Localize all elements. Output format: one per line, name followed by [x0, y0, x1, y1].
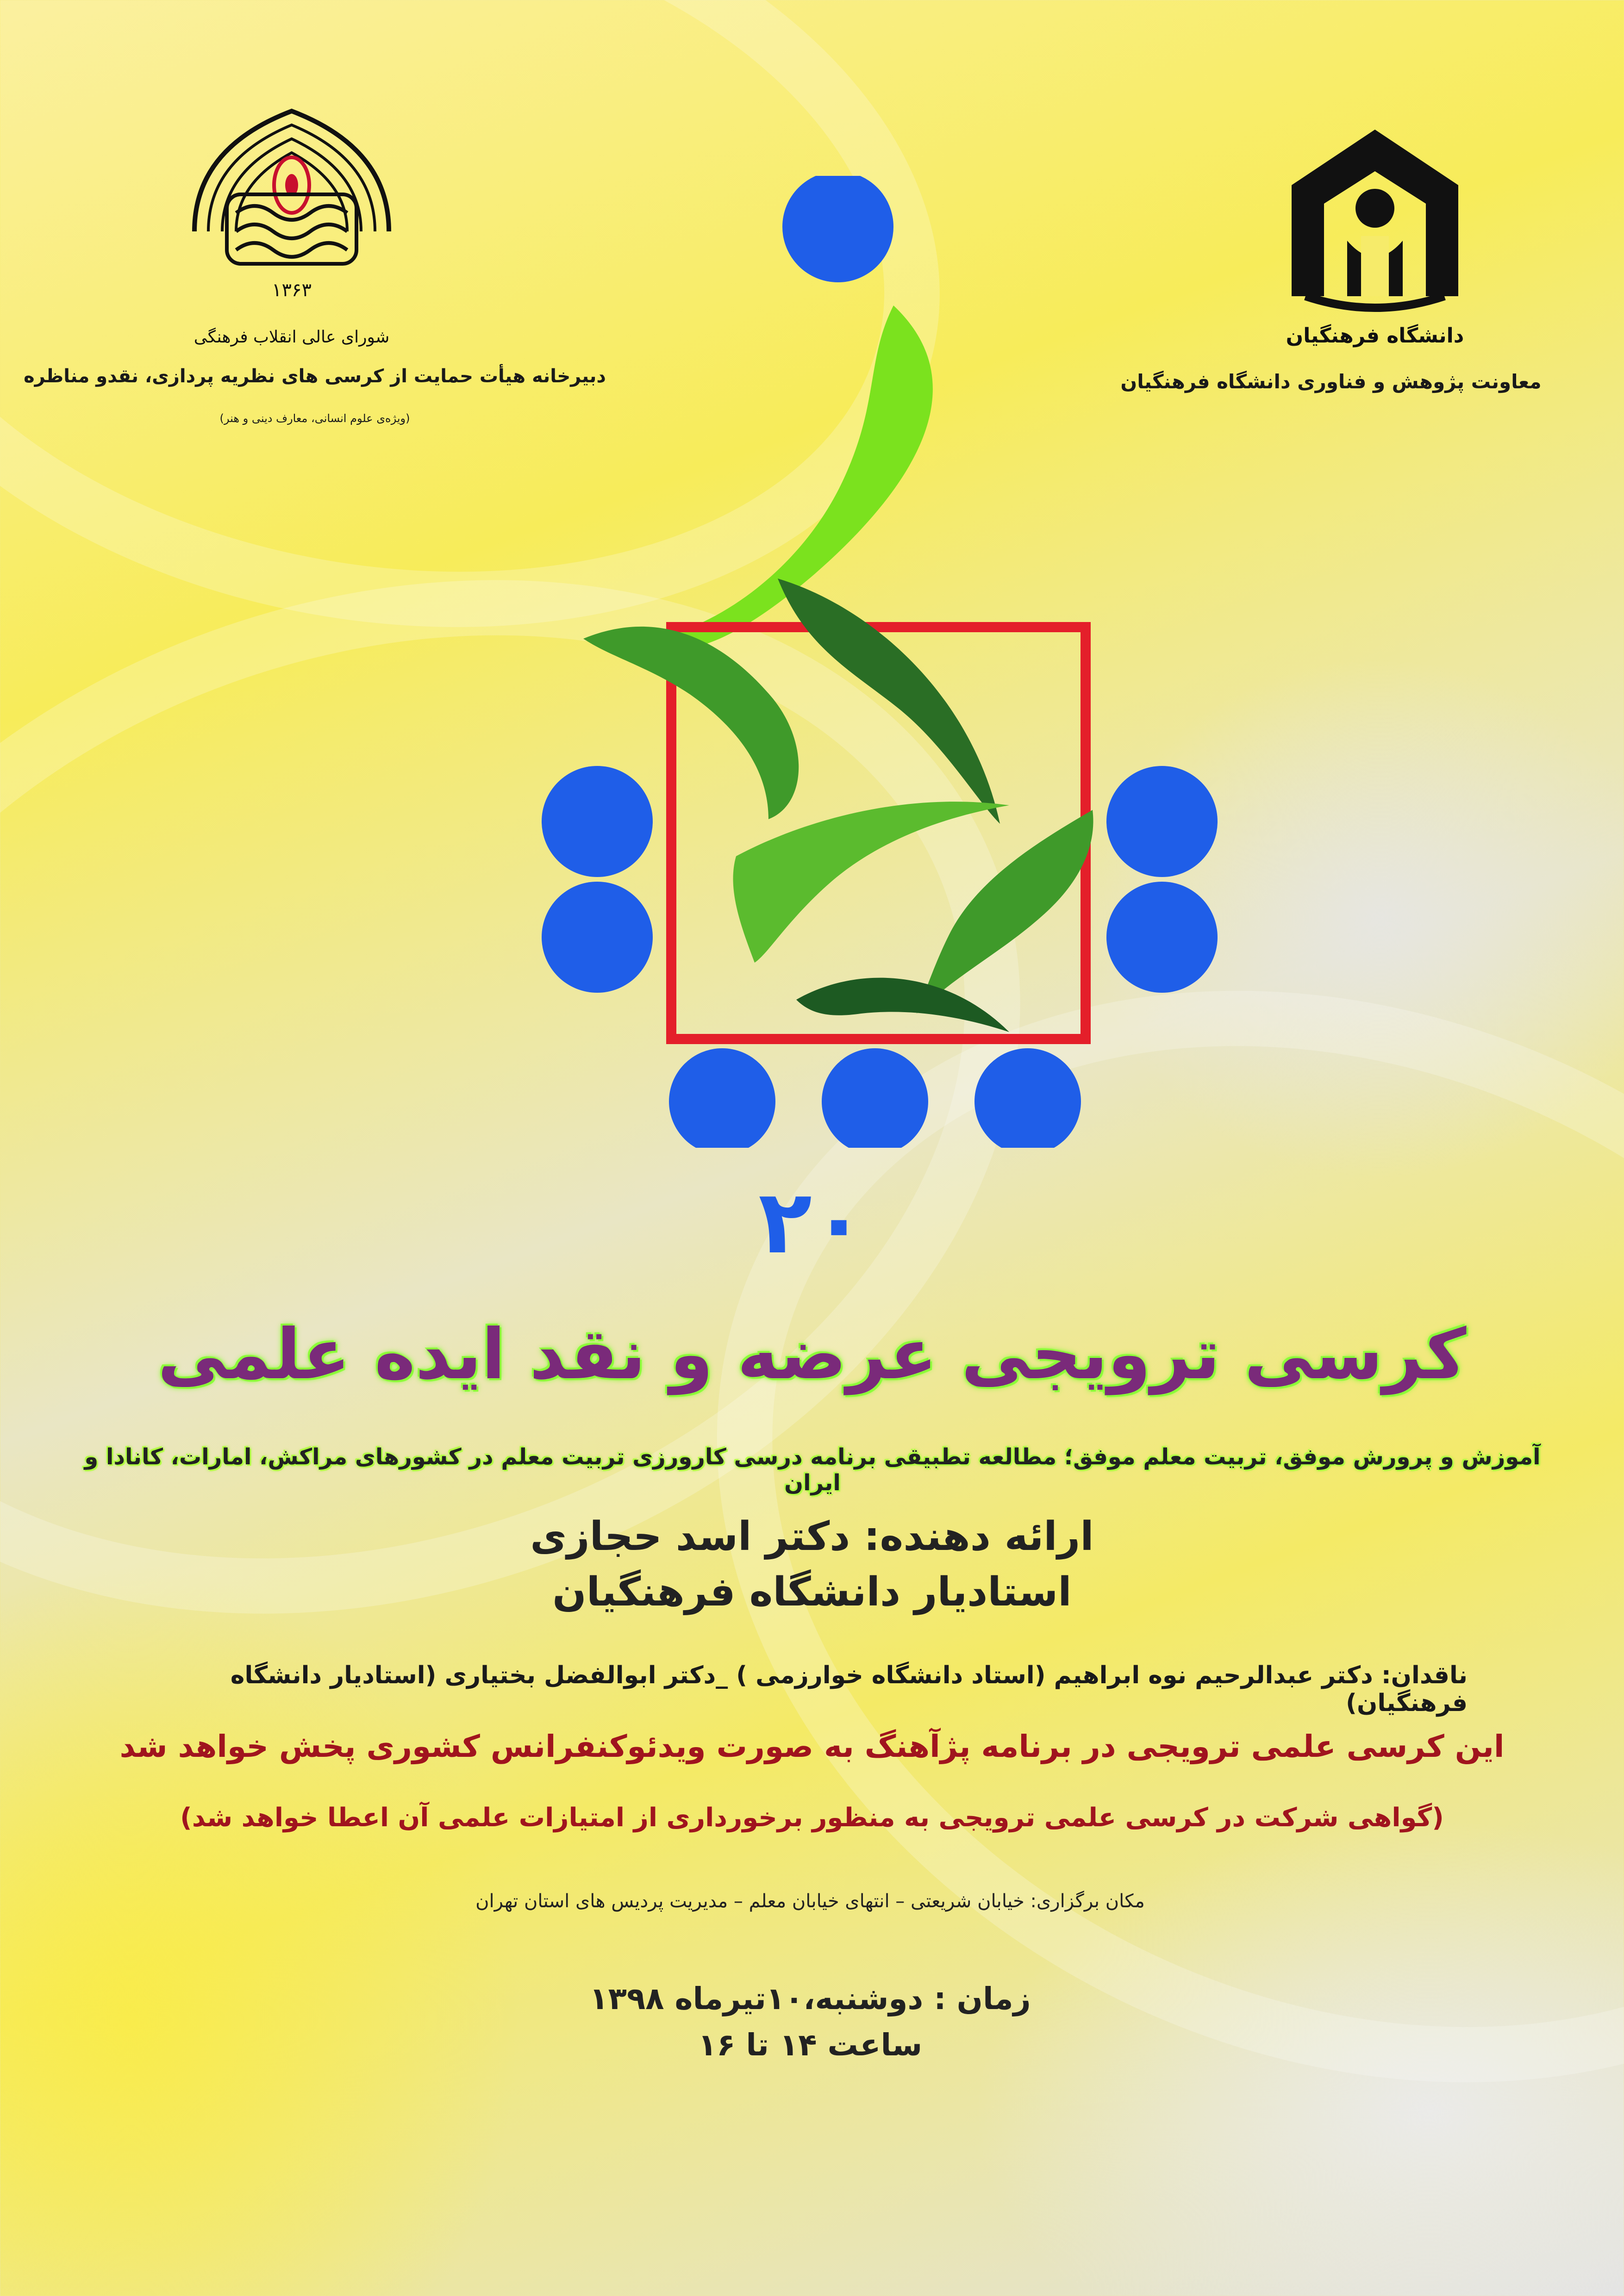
svg-text:۱۳۶۳: ۱۳۶۳ [272, 280, 312, 301]
cultural-council-logo [176, 93, 407, 370]
event-subtitle: آموزش و پرورش موفق، تربیت معلم موفق؛ مطالعه تطبیقی برنامه درسی کارورزی تربیت معلم در کشورهای مراکش، امارات، کانادا و ایران [84, 1444, 1541, 1496]
venue-line: مکان برگزاری: خیابان شریعتی – انتهای خیابان معلم – مدیریت پردیس های استان تهران [475, 1891, 1145, 1912]
event-emblem [509, 176, 1250, 1148]
event-date: زمان : دوشنبه،۱۰تیرماه ۱۳۹۸ [589, 1981, 1031, 2016]
emblem-dot [822, 1048, 928, 1148]
farhangian-university-logo [1278, 120, 1472, 352]
svg-text:دانشگاه فرهنگیان: دانشگاه فرهنگیان [1286, 324, 1464, 348]
right-org-caption: معاونت پژوهش و فناوری دانشگاه فرهنگیان [1120, 370, 1542, 393]
left-org-subcaption: (ویژه‌ی علوم انسانی، معارف دینی و هنر) [219, 412, 410, 425]
broadcast-notice: این کرسی علمی ترویجی در برنامه پژآهنگ به صورت ویدئوکنفرانس کشوری پخش خواهد شد [119, 1729, 1505, 1764]
emblem-dot [1106, 882, 1218, 993]
left-org-caption: دبیرخانه هیأت حمایت از کرسی های نظریه پردازی، نقدو مناظره [24, 366, 606, 387]
emblem-dot [669, 1048, 775, 1148]
certificate-notice: (گواهی شرکت در کرسی علمی ترویجی به منظور برخورداری از امتیازات علمی آن اعطا خواهد شد) [180, 1803, 1444, 1833]
emblem-dot [974, 1048, 1081, 1148]
emblem-leaf-dark [778, 579, 1000, 824]
emblem-dot [542, 766, 653, 877]
emblem-number: ۲۰ [758, 1171, 866, 1273]
emblem-dot [542, 882, 653, 993]
svg-text:شورای عالی انقلاب فرهنگی: شورای عالی انقلاب فرهنگی [194, 328, 390, 347]
emblem-dot [1106, 766, 1218, 877]
event-title: کرسی ترویجی عرضه و نقد ایده علمی [157, 1314, 1467, 1395]
event-hours: ساعت ۱۴ تا ۱۶ [698, 2027, 923, 2063]
critics-line: ناقدان: دکتر عبدالرحیم نوه ابراهیم (استاد دانشگاه خوارزمی ) _دکتر ابوالفضل بختیاری (استادیار دانشگاه فرهنگیان) [230, 1661, 1468, 1717]
emblem-leaf-dark [796, 978, 1009, 1032]
presenter-position: استادیار دانشگاه فرهنگیان [552, 1569, 1072, 1615]
emblem-dot [782, 176, 893, 282]
presenter-name: ارائه دهنده: دکتر اسد حجازی [530, 1513, 1094, 1560]
emblem-leaf-mid [917, 810, 1093, 1014]
